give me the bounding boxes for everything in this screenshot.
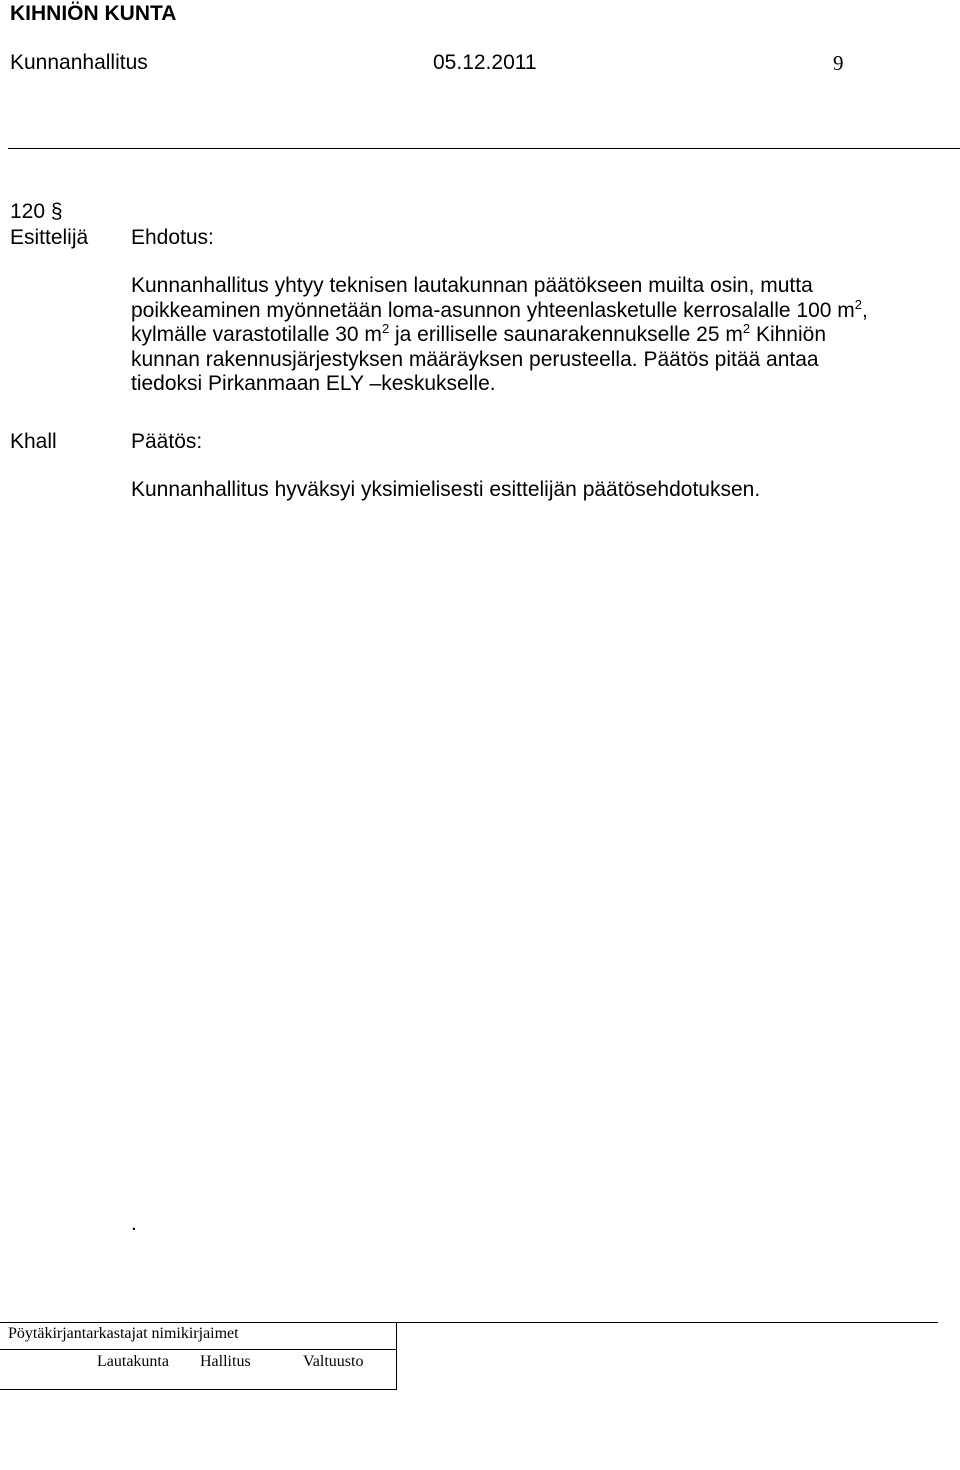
signature-column-valtuusto: Valtuusto — [303, 1353, 364, 1370]
proposal-line-3-mid: ja erilliselle saunarakennukselle 25 m — [389, 323, 743, 346]
signature-column-lautakunta: Lautakunta — [97, 1353, 169, 1370]
proposal-line-2-text: poikkeaminen myönnetään loma-asunnon yhteenlasketulle kerrosalalle 100 m — [131, 298, 855, 322]
proposal-text — [131, 274, 931, 397]
superscript: 2 — [381, 321, 390, 336]
department-name: Kunnanhallitus — [10, 51, 148, 74]
proposal-line-3-text: kylmälle varastotilalle 30 m — [131, 323, 382, 346]
decision-heading: Päätös: — [131, 430, 203, 453]
proposal-line-3-tail: Kihniön — [750, 323, 826, 346]
proposal-heading: Ehdotus: — [131, 226, 214, 249]
proposal-line-4: kunnan rakennusjärjestyksen määräyksen perusteella. Päätös pitää antaa — [131, 347, 819, 371]
decision-text: Kunnanhallitus hyväksyi yksimielisesti esittelijän päätösehdotuksen. — [131, 478, 761, 501]
page-number: 9 — [833, 51, 844, 75]
signature-box — [0, 1322, 397, 1390]
signature-divider — [0, 1349, 396, 1350]
proposal-line-2-tail: , — [862, 298, 868, 322]
proposal-line-2 — [131, 296, 931, 324]
section-number: 120 § — [10, 200, 63, 223]
decision-body-label: Khall — [10, 430, 57, 453]
signature-column-hallitus: Hallitus — [200, 1353, 251, 1370]
signature-title: Pöytäkirjantarkastajat nimikirjaimet — [8, 1325, 239, 1342]
presenter-label: Esittelijä — [10, 226, 89, 249]
header-divider — [8, 148, 960, 149]
proposal-line-5: tiedoksi Pirkanmaan ELY –keskukselle. — [131, 372, 496, 395]
meeting-date: 05.12.2011 — [433, 51, 537, 74]
proposal-line-3 — [131, 323, 931, 348]
proposal-line-1: Kunnanhallitus yhtyy teknisen lautakunnan päätökseen muilta osin, mutta — [131, 274, 813, 297]
superscript: 2 — [742, 321, 751, 336]
footer-top-rule — [397, 1322, 938, 1323]
trailing-dot: . — [131, 1212, 137, 1235]
organization-name: KIHNIÖN KUNTA — [10, 2, 177, 25]
superscript: 2 — [854, 296, 862, 312]
